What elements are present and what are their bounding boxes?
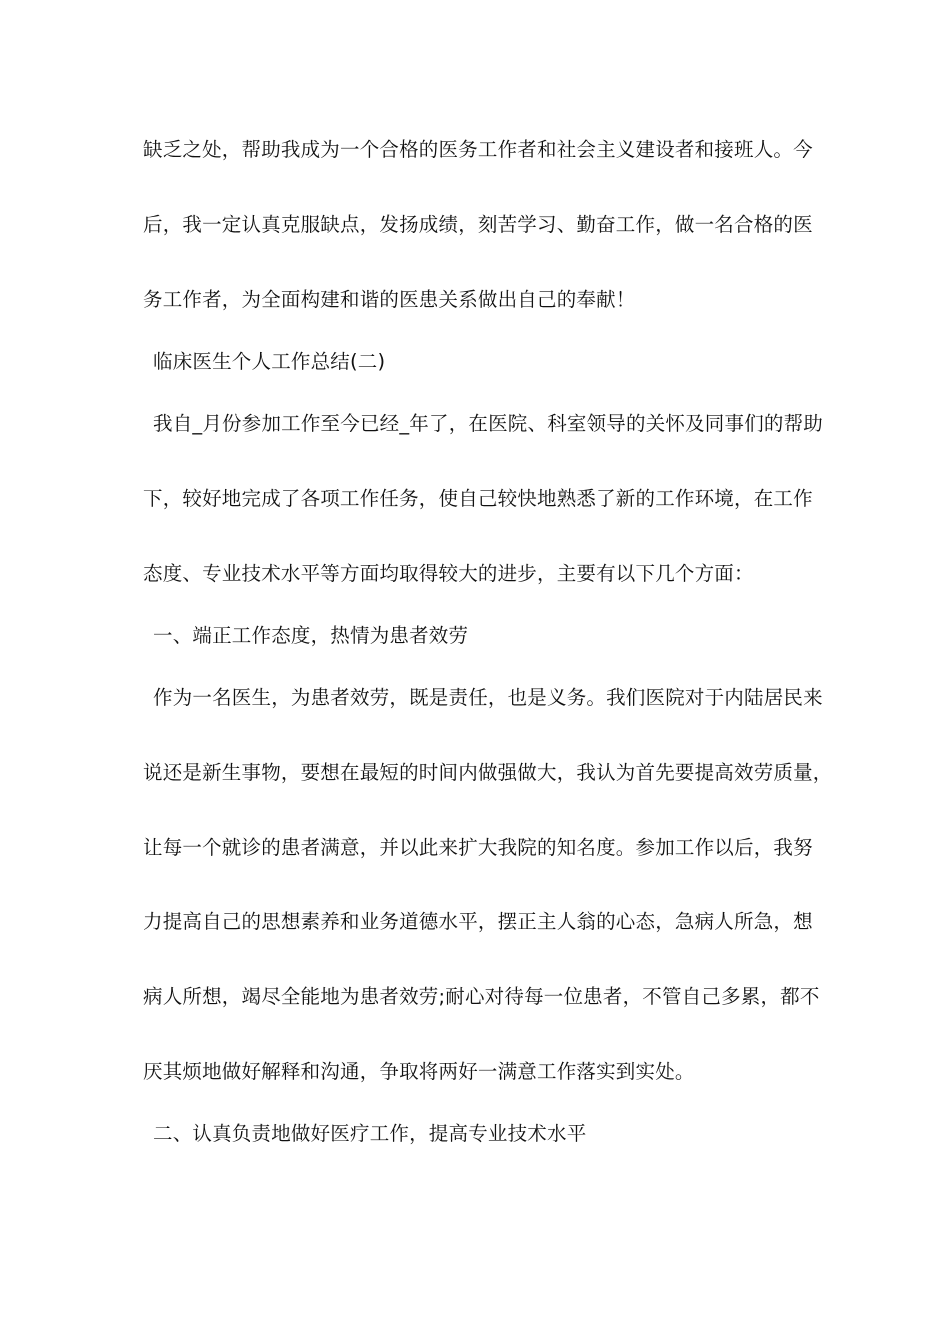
paragraph-line: 后，我一定认真克服缺点，发扬成绩，刻苦学习、勤奋工作，做一名合格的医 — [143, 213, 813, 236]
paragraph-line: 作为一名医生，为患者效劳，既是责任，也是义务。我们医院对于内陆居民来 — [153, 686, 823, 709]
paragraph-line: 厌其烦地做好解释和沟通，争取将两好一满意工作落实到实处。 — [143, 1060, 695, 1083]
paragraph-line: 我自_月份参加工作至今已经_年了，在医院、科室领导的关怀及同事们的帮助 — [153, 412, 824, 435]
paragraph-line: 病人所想，竭尽全能地为患者效劳;耐心对待每一位患者，不管自己多累，都不 — [143, 985, 820, 1008]
paragraph-line: 说还是新生事物，要想在最短的时间内做强做大，我认为首先要提高效劳质量， — [143, 761, 833, 784]
subsection-heading: 一、端正工作态度，热情为患者效劳 — [153, 624, 469, 647]
paragraph-line: 力提高自己的思想素养和业务道德水平，摆正主人翁的心态，急病人所急，想 — [143, 910, 813, 933]
subsection-heading: 二、认真负责地做好医疗工作，提高专业技术水平 — [153, 1122, 587, 1145]
paragraph-line: 让每一个就诊的患者满意，并以此来扩大我院的知名度。参加工作以后，我努 — [143, 836, 813, 859]
paragraph-line: 下，较好地完成了各项工作任务，使自己较快地熟悉了新的工作环境，在工作 — [143, 487, 813, 510]
paragraph-line: 态度、专业技术水平等方面均取得较大的进步，主要有以下几个方面： — [143, 562, 754, 585]
paragraph-line: 务工作者，为全面构建和谐的医患关系做出自己的奉献！ — [143, 288, 636, 311]
section-heading: 临床医生个人工作总结(二) — [153, 350, 386, 373]
paragraph-line: 缺乏之处，帮助我成为一个合格的医务工作者和社会主义建设者和接班人。今 — [143, 138, 813, 161]
